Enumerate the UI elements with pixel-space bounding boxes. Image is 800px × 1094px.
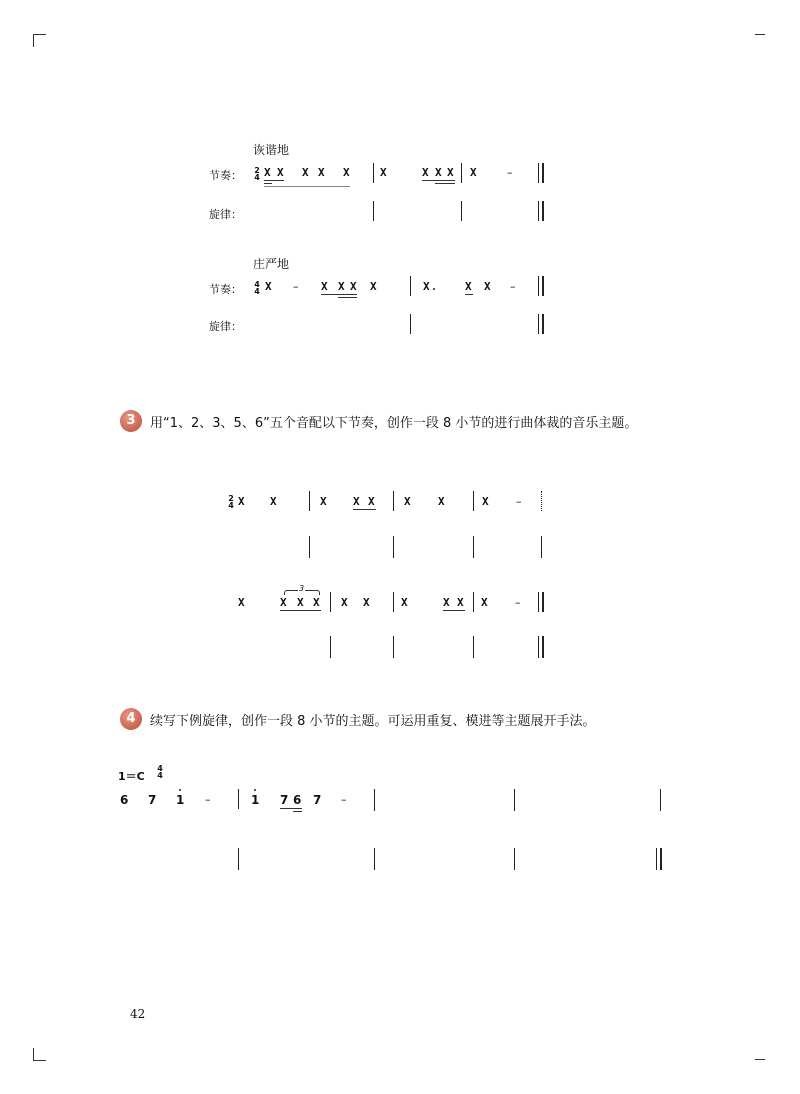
sixteenth-beam [264,183,272,184]
melody-note: 7 [148,793,157,807]
bar-line [309,536,310,558]
bar-line [393,491,394,511]
rhythm-note: X [401,596,408,609]
melody-row-label: 旋律： [209,320,242,333]
final-bar-line-thin [538,163,539,183]
final-bar-line-thick [542,592,544,612]
eighth-beam [321,294,357,295]
rhythm-note: X [484,280,491,293]
bar-line [393,636,394,658]
bar-line [473,491,474,511]
bar-line [473,636,474,658]
bar-line [238,789,239,809]
final-bar-line-thin [538,201,539,221]
eighth-beam [353,509,376,510]
rhythm-note: X [338,280,345,293]
bar-line [309,491,310,511]
extension-dash: – [293,280,299,293]
bar-line [461,163,462,183]
melody-note: 7 [313,793,322,807]
dotted-bar-line [541,491,543,511]
rhythm-note: X [368,495,375,508]
final-bar-line-thick [660,848,662,870]
rhythm-note: X [363,596,370,609]
bar-line [410,314,411,334]
rhythm-note: X [422,166,429,179]
rhythm-note: X [318,166,325,179]
final-bar-line-thin [538,276,539,296]
rhythm-note: X [297,596,304,609]
time-signature: 2 4 [254,166,260,182]
rhythm-note: X [404,495,411,508]
bar-line [514,789,515,811]
extension-dash: – [341,793,347,806]
rhythm-note: X [482,495,489,508]
bar-line [374,848,375,870]
rhythm-note: X [302,166,309,179]
final-bar-line-thick [542,636,544,658]
crop-mark-bottom-left [33,1048,46,1061]
eighth-beam [465,294,473,295]
bar-line [541,536,542,558]
crop-mark-bottom-right [755,1059,765,1072]
sixteenth-beam [293,811,302,812]
page-number: 42 [130,1007,146,1021]
rhythm-row-label: 节奏： [209,169,242,182]
rhythm-note: X [423,280,430,293]
eighth-beam [264,180,284,181]
mood-marking: 庄严地 [253,257,290,271]
melody-note: 1 [251,793,260,807]
rhythm-note: X [280,596,287,609]
rhythm-note: X [321,280,328,293]
rhythm-note: X [313,596,320,609]
rhythm-note: X [443,596,450,609]
bar-line [373,201,374,221]
octave-dot [254,789,256,791]
final-bar-line-thin [538,592,539,612]
rhythm-note: X [481,596,488,609]
rhythm-note: X [350,280,357,293]
time-signature: 4 4 [254,280,260,296]
rhythm-note: X [353,495,360,508]
rhythm-note: X [470,166,477,179]
final-bar-line-thin [538,636,539,658]
sixteenth-beam [338,297,357,298]
melody-note: 1 [176,793,185,807]
extension-dash: – [205,793,211,806]
bar-line [660,789,661,811]
eighth-beam [422,180,455,181]
melody-row-label: 旋律： [209,208,242,221]
extension-dash: – [516,495,522,508]
bar-line [473,536,474,558]
final-bar-line-thick [542,314,544,334]
rhythm-note: X [238,495,245,508]
crop-mark-top-left [33,34,46,47]
final-bar-line-thin [538,314,539,334]
key-signature: 1＝C [118,770,145,783]
rhythm-note: X [320,495,327,508]
extension-dash: – [507,166,513,179]
final-bar-line-thick [542,201,544,221]
bar-line [393,536,394,558]
extension-dash: – [510,280,516,293]
final-bar-line-thin [656,848,657,870]
final-bar-line-thick [542,163,544,183]
rhythm-row-label: 节奏： [209,283,242,296]
rhythm-note: X [457,596,464,609]
tie-line [264,186,350,187]
bar-line [410,276,411,296]
final-bar-line-thick [542,276,544,296]
bar-line [373,163,374,183]
rhythm-note: X [270,495,277,508]
time-signature: 4 4 [157,764,163,780]
rhythm-note: X [435,166,442,179]
rhythm-note: X [380,166,387,179]
eighth-beam [280,610,321,611]
crop-mark-top-right [755,34,765,47]
bar-line [461,201,462,221]
rhythm-note: X [341,596,348,609]
rhythm-note: X [438,495,445,508]
time-signature: 2 4 [228,494,234,510]
exercise-instruction: 用“1、2、3、5、6”五个音配以下节奏，创作一段 8 小节的进行曲体裁的音乐主题。 [150,416,638,431]
rhythm-note: X [265,280,272,293]
exercise-number-badge: 3 [120,410,142,432]
bar-line [514,848,515,870]
rhythm-note: X [465,280,472,293]
melody-note: 6 [120,793,129,807]
exercise-instruction: 续写下例旋律，创作一段 8 小节的主题。可运用重复、模进等主题展开手法。 [150,714,596,729]
extension-dash: – [515,596,521,609]
augmentation-dot [433,288,435,290]
exercise-number-badge: 4 [120,708,142,730]
melody-note: 6 [293,793,302,807]
bar-line [330,592,331,612]
bar-line [473,592,474,612]
rhythm-note: X [343,166,350,179]
triplet-number: 3 [299,584,305,593]
rhythm-note: X [264,166,271,179]
melody-note: 7 [280,793,289,807]
eighth-beam [280,808,302,809]
rhythm-note: X [370,280,377,293]
bar-line [330,636,331,658]
bar-line [393,592,394,612]
octave-dot [179,789,181,791]
mood-marking: 诙谐地 [253,143,290,157]
rhythm-note: X [447,166,454,179]
bar-line [374,789,375,811]
sixteenth-beam [435,183,455,184]
eighth-beam [443,610,465,611]
rhythm-note: X [277,166,284,179]
rhythm-note: X [238,596,245,609]
bar-line [238,848,239,870]
